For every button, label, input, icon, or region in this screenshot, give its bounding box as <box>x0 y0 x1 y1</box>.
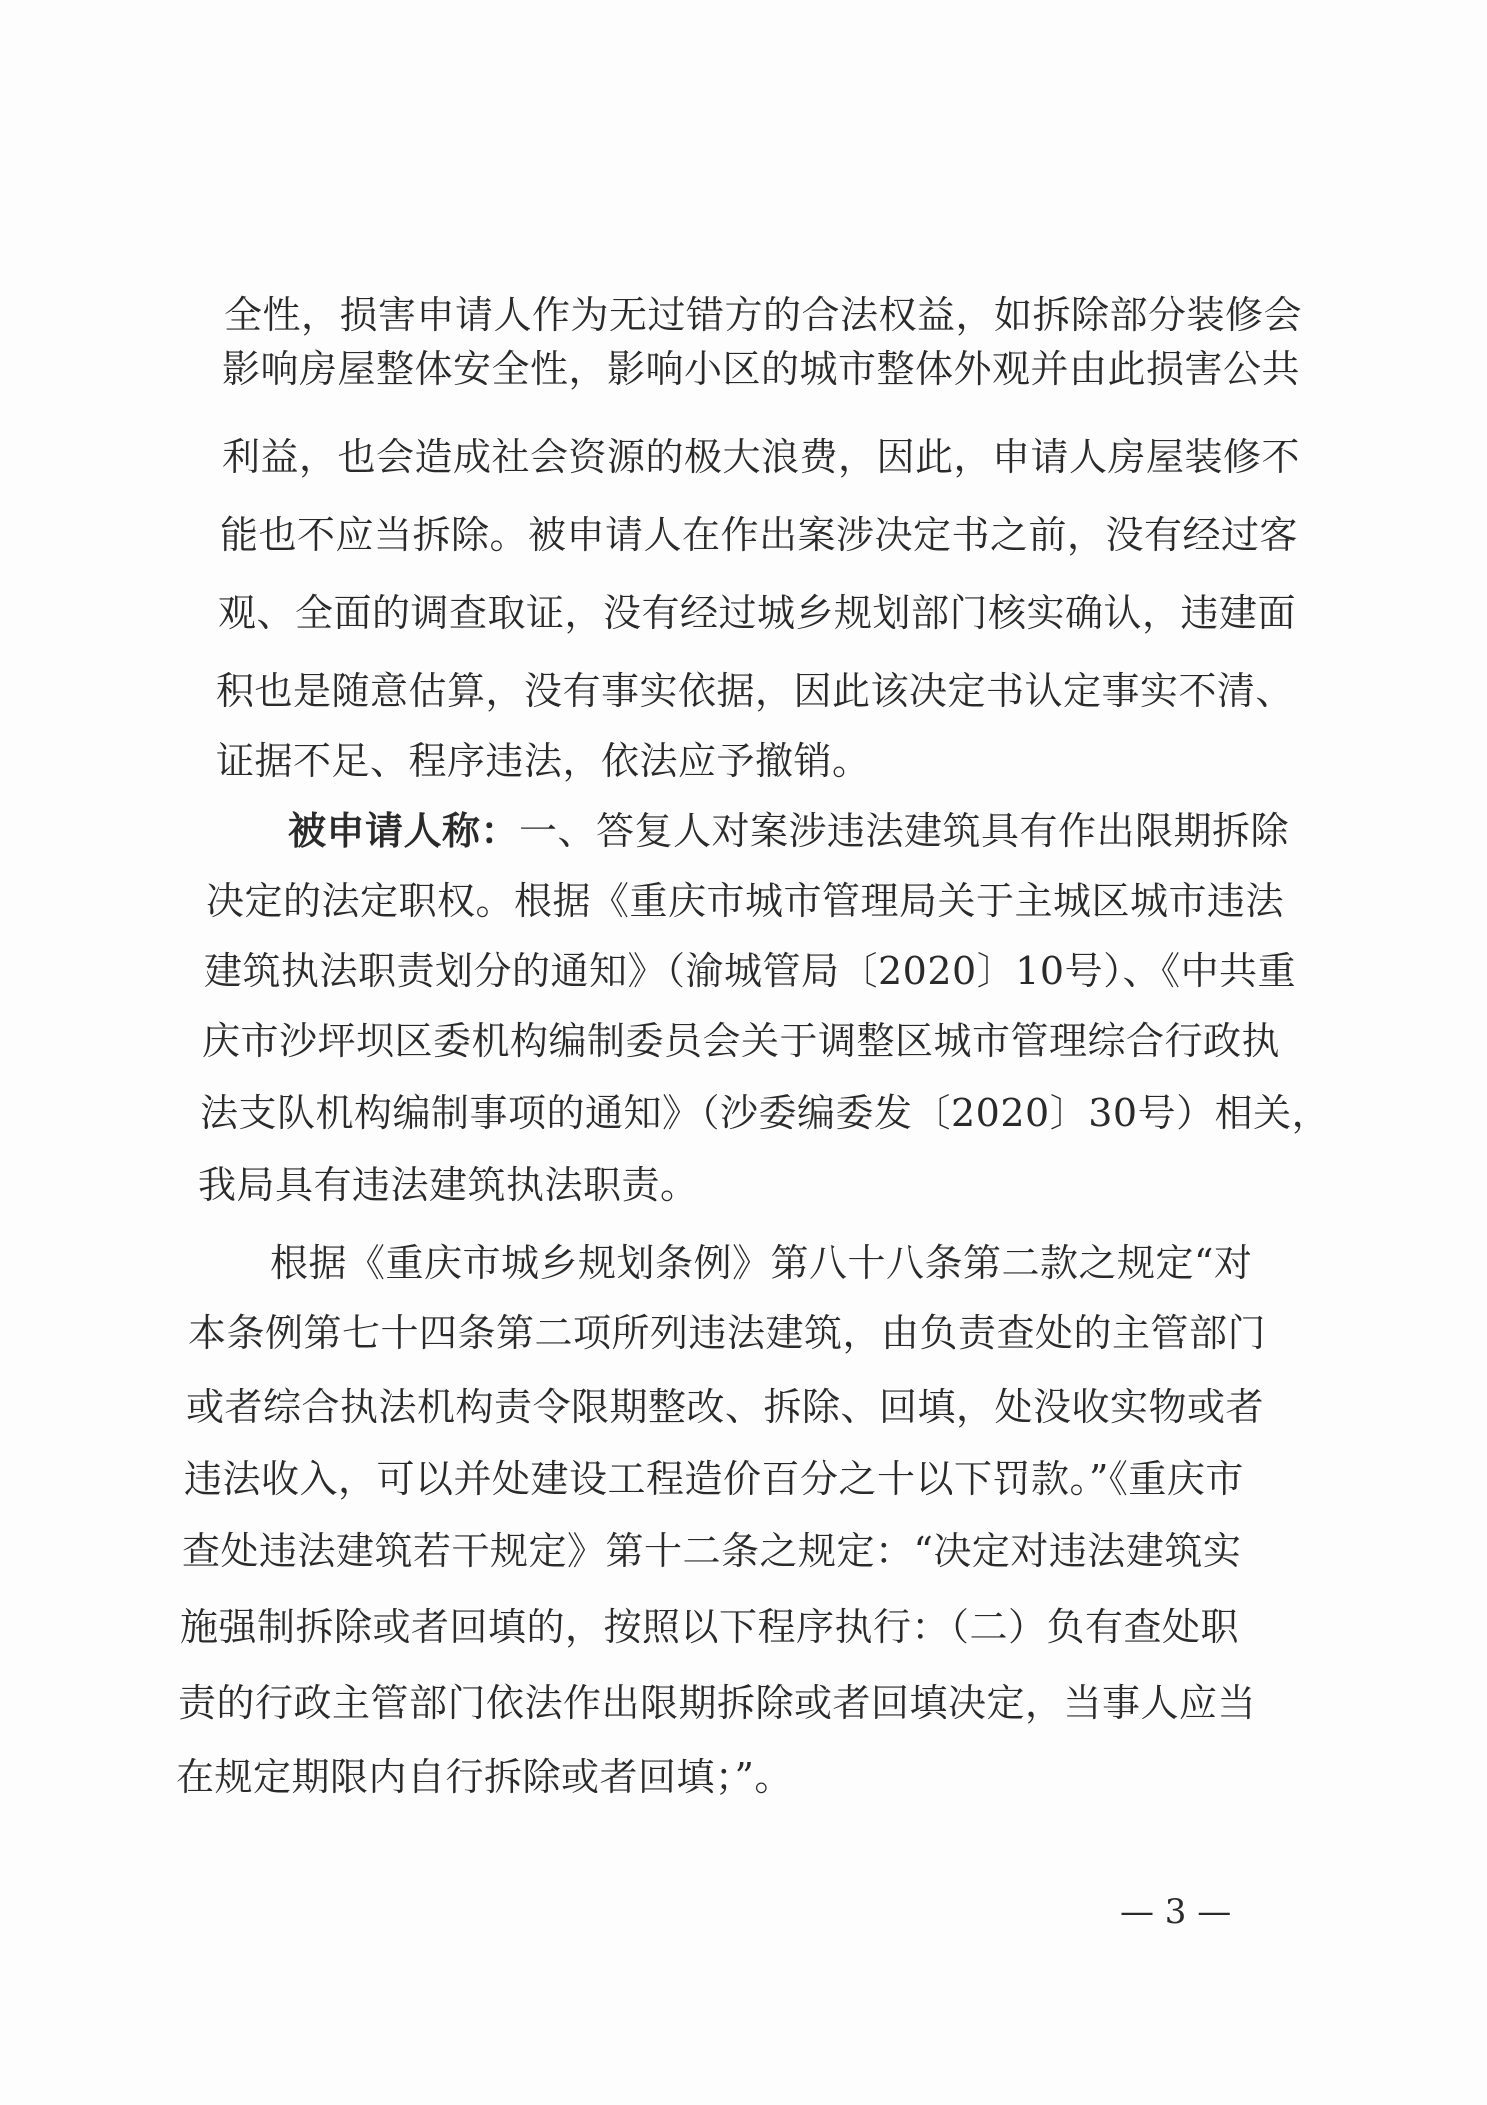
text-line: 法支队机构编制事项的通知》（沙委编委发〔2020〕30号）相关， <box>200 1091 1331 1135</box>
text-line: 庆市沙坪坝区委机构编制委员会关于调整区城市管理综合行政执 <box>202 1019 1281 1063</box>
text-line: 或者综合执法机构责令限期整改、拆除、回填，处没收实物或者 <box>186 1385 1265 1429</box>
text-line: 施强制拆除或者回填的，按照以下程序执行：（二）负有查处职 <box>180 1605 1240 1649</box>
text-line: 能也不应当拆除。被申请人在作出案涉决定书之前，没有经过客 <box>220 513 1299 557</box>
text-line: 积也是随意估算，没有事实依据，因此该决定书认定事实不清、 <box>216 669 1295 713</box>
text-line: 本条例第七十四条第二项所列违法建筑，由负责查处的主管部门 <box>188 1311 1267 1355</box>
text-line: 责的行政主管部门依法作出限期拆除或者回填决定，当事人应当 <box>178 1681 1257 1725</box>
page-number: — 3 — <box>1120 1892 1232 1932</box>
text-line: 建筑执法职责划分的通知》（渝城管局〔2020〕10号）、《中共重 <box>204 949 1297 993</box>
text-line: 全性，损害申请人作为无过错方的合法权益，如拆除部分装修会 <box>224 293 1303 337</box>
respondent-heading: 被申请人称： <box>288 808 520 853</box>
respondent-first-line-text: 一、答复人对案涉违法建筑具有作出限期拆除 <box>519 809 1290 853</box>
text-line: 在规定期限内自行拆除或者回填；”。 <box>176 1755 793 1799</box>
text-line: 违法收入，可以并处建设工程造价百分之十以下罚款。”《重庆市 <box>184 1457 1244 1501</box>
text-line: 证据不足、程序违法，依法应予撤销。 <box>216 739 871 783</box>
text-line: 根据《重庆市城乡规划条例》第八十八条第二款之规定“对 <box>270 1241 1253 1285</box>
text-line: 观、全面的调查取证，没有经过城乡规划部门核实确认，违建面 <box>218 591 1297 635</box>
text-line: 利益，也会造成社会资源的极大浪费，因此，申请人房屋装修不 <box>222 435 1301 479</box>
text-line: 决定的法定职权。根据《重庆市城市管理局关于主城区城市违法 <box>206 879 1285 923</box>
text-line: 查处违法建筑若干规定》第十二条之规定：“决定对违法建筑实 <box>182 1529 1242 1573</box>
respondent-paragraph-first-line <box>288 808 1289 854</box>
text-line: 我局具有违法建筑执法职责。 <box>198 1163 699 1207</box>
text-line: 影响房屋整体安全性，影响小区的城市整体外观并由此损害公共 <box>222 347 1301 391</box>
